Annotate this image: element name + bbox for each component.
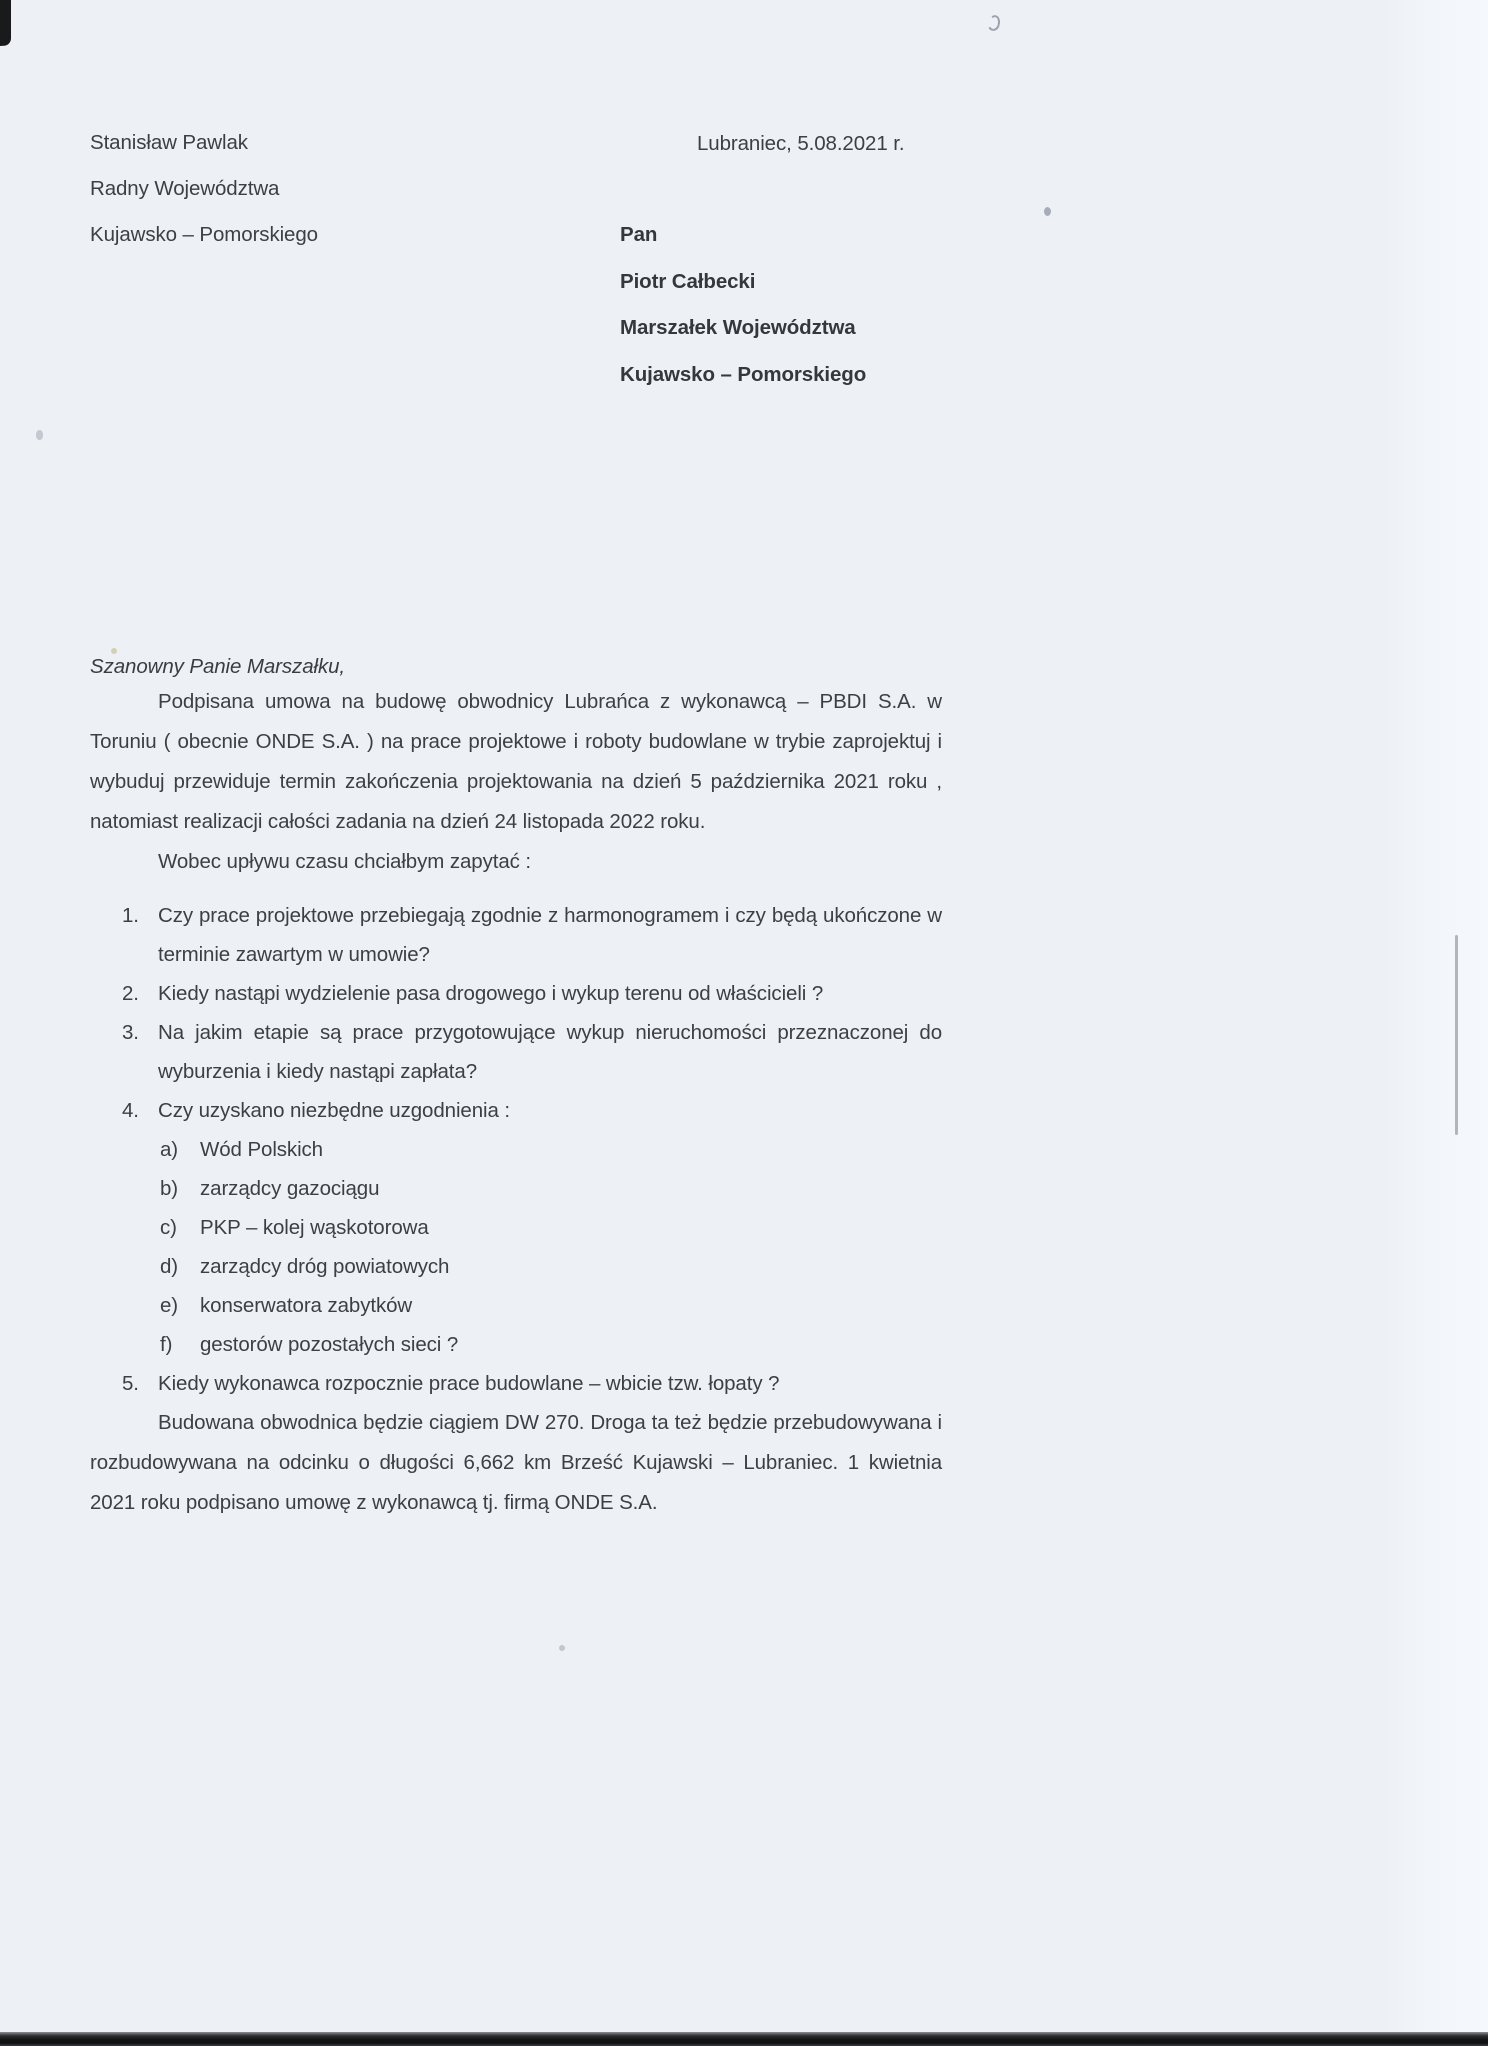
question-body xyxy=(158,1091,942,1364)
question-number: 4. xyxy=(122,1099,139,1122)
question-number: 2. xyxy=(122,982,139,1005)
agreement-text: PKP – kolej wąskotorowa xyxy=(200,1216,429,1239)
letter-body xyxy=(90,652,942,1523)
question-item xyxy=(122,974,942,1013)
agreement-letter: c) xyxy=(160,1216,177,1239)
scan-speck-icon xyxy=(559,1645,565,1651)
salutation: Szanowny Panie Marszałku, xyxy=(90,655,346,678)
agreement-letter: d) xyxy=(160,1255,179,1278)
intro-paragraph: Podpisana umowa na budowę obwodnicy Lubrańca z wykonawcą – PBDI S.A. w Toruniu ( obecnie ONDE S.A. ) na prace projektowe i roboty budowlane w trybie zaprojektuj i wybuduj przewiduje termin zakończenia projektowania na dzień 5 października 2021 roku , natomiast realizacji całości zadania na dzień 24 listopada 2022 roku. xyxy=(90,690,942,833)
agreement-letter: e) xyxy=(160,1294,179,1317)
sender-block xyxy=(90,120,318,258)
agreement-item xyxy=(160,1208,942,1247)
scan-edge-artifact-bottom xyxy=(0,2032,1488,2046)
question-text: Czy uzyskano niezbędne uzgodnienia : xyxy=(158,1099,510,1122)
recipient-line-4: Kujawsko – Pomorskiego xyxy=(620,362,867,386)
scan-speck-icon xyxy=(1044,207,1051,216)
agreement-text: Wód Polskich xyxy=(200,1138,323,1161)
sender-role-line-2: Kujawsko – Pomorskiego xyxy=(90,223,318,246)
dateline: Lubraniec, 5.08.2021 r. xyxy=(697,132,905,155)
question-number: 3. xyxy=(122,1021,139,1044)
question-text: Kiedy wykonawca rozpocznie prace budowlane – wbicie tzw. łopaty ? xyxy=(158,1372,780,1395)
scan-speck-icon xyxy=(986,14,1002,32)
closing-paragraph: Budowana obwodnica będzie ciągiem DW 270. Droga ta też będzie przebudowywana i rozbudowywana na odcinku o długości 6,662 km Brześć Kujawski – Lubraniec. 1 kwietnia 2021 roku podpisano umowę z wykonawcą tj. firmą ONDE S.A. xyxy=(90,1411,942,1514)
question-number: 1. xyxy=(122,904,139,927)
question-number: 5. xyxy=(122,1372,139,1395)
agreement-item xyxy=(160,1247,942,1286)
agreement-text: zarządcy dróg powiatowych xyxy=(200,1255,450,1278)
lead-in-line: Wobec upływu czasu chciałbym zapytać : xyxy=(158,850,531,873)
agreement-text: konserwatora zabytków xyxy=(200,1294,413,1317)
question-item xyxy=(122,1013,942,1091)
question-item xyxy=(122,1364,942,1403)
scan-streak-artifact xyxy=(1455,935,1458,1135)
question-item xyxy=(122,1091,942,1364)
agreement-letter: a) xyxy=(160,1138,179,1161)
question-text: Czy prace projektowe przebiegają zgodnie z harmonogramem i czy będą ukończone w terminie zawartym w umowie? xyxy=(158,904,942,966)
question-text: Kiedy nastąpi wydzielenie pasa drogowego i wykup terenu od właścicieli ? xyxy=(158,982,824,1005)
agreement-item xyxy=(160,1130,942,1169)
agreement-item xyxy=(160,1286,942,1325)
recipient-line-3: Marszałek Województwa xyxy=(620,316,856,339)
scan-edge-artifact-top-left-icon xyxy=(0,0,11,46)
agreement-item xyxy=(160,1169,942,1208)
sender-role-line-1: Radny Województwa xyxy=(90,177,280,200)
agreement-letter: f) xyxy=(160,1333,173,1356)
agreement-text: zarządcy gazociągu xyxy=(200,1177,380,1200)
scan-speck-icon xyxy=(36,430,43,440)
question-text: Na jakim etapie są prace przygotowujące wykup nieruchomości przeznaczonej do wyburzenia i kiedy nastąpi zapłata? xyxy=(158,1021,942,1083)
agreement-item xyxy=(160,1325,942,1364)
recipient-line-1: Pan xyxy=(620,223,658,246)
sender-name: Stanisław Pawlak xyxy=(90,131,248,154)
recipient-line-2: Piotr Całbecki xyxy=(620,269,756,293)
agreement-letter: b) xyxy=(160,1177,179,1200)
questions-list xyxy=(90,896,942,1403)
agreements-sublist xyxy=(158,1130,942,1364)
question-item xyxy=(122,896,942,974)
agreement-text: gestorów pozostałych sieci ? xyxy=(200,1333,459,1356)
recipient-block xyxy=(620,212,866,398)
